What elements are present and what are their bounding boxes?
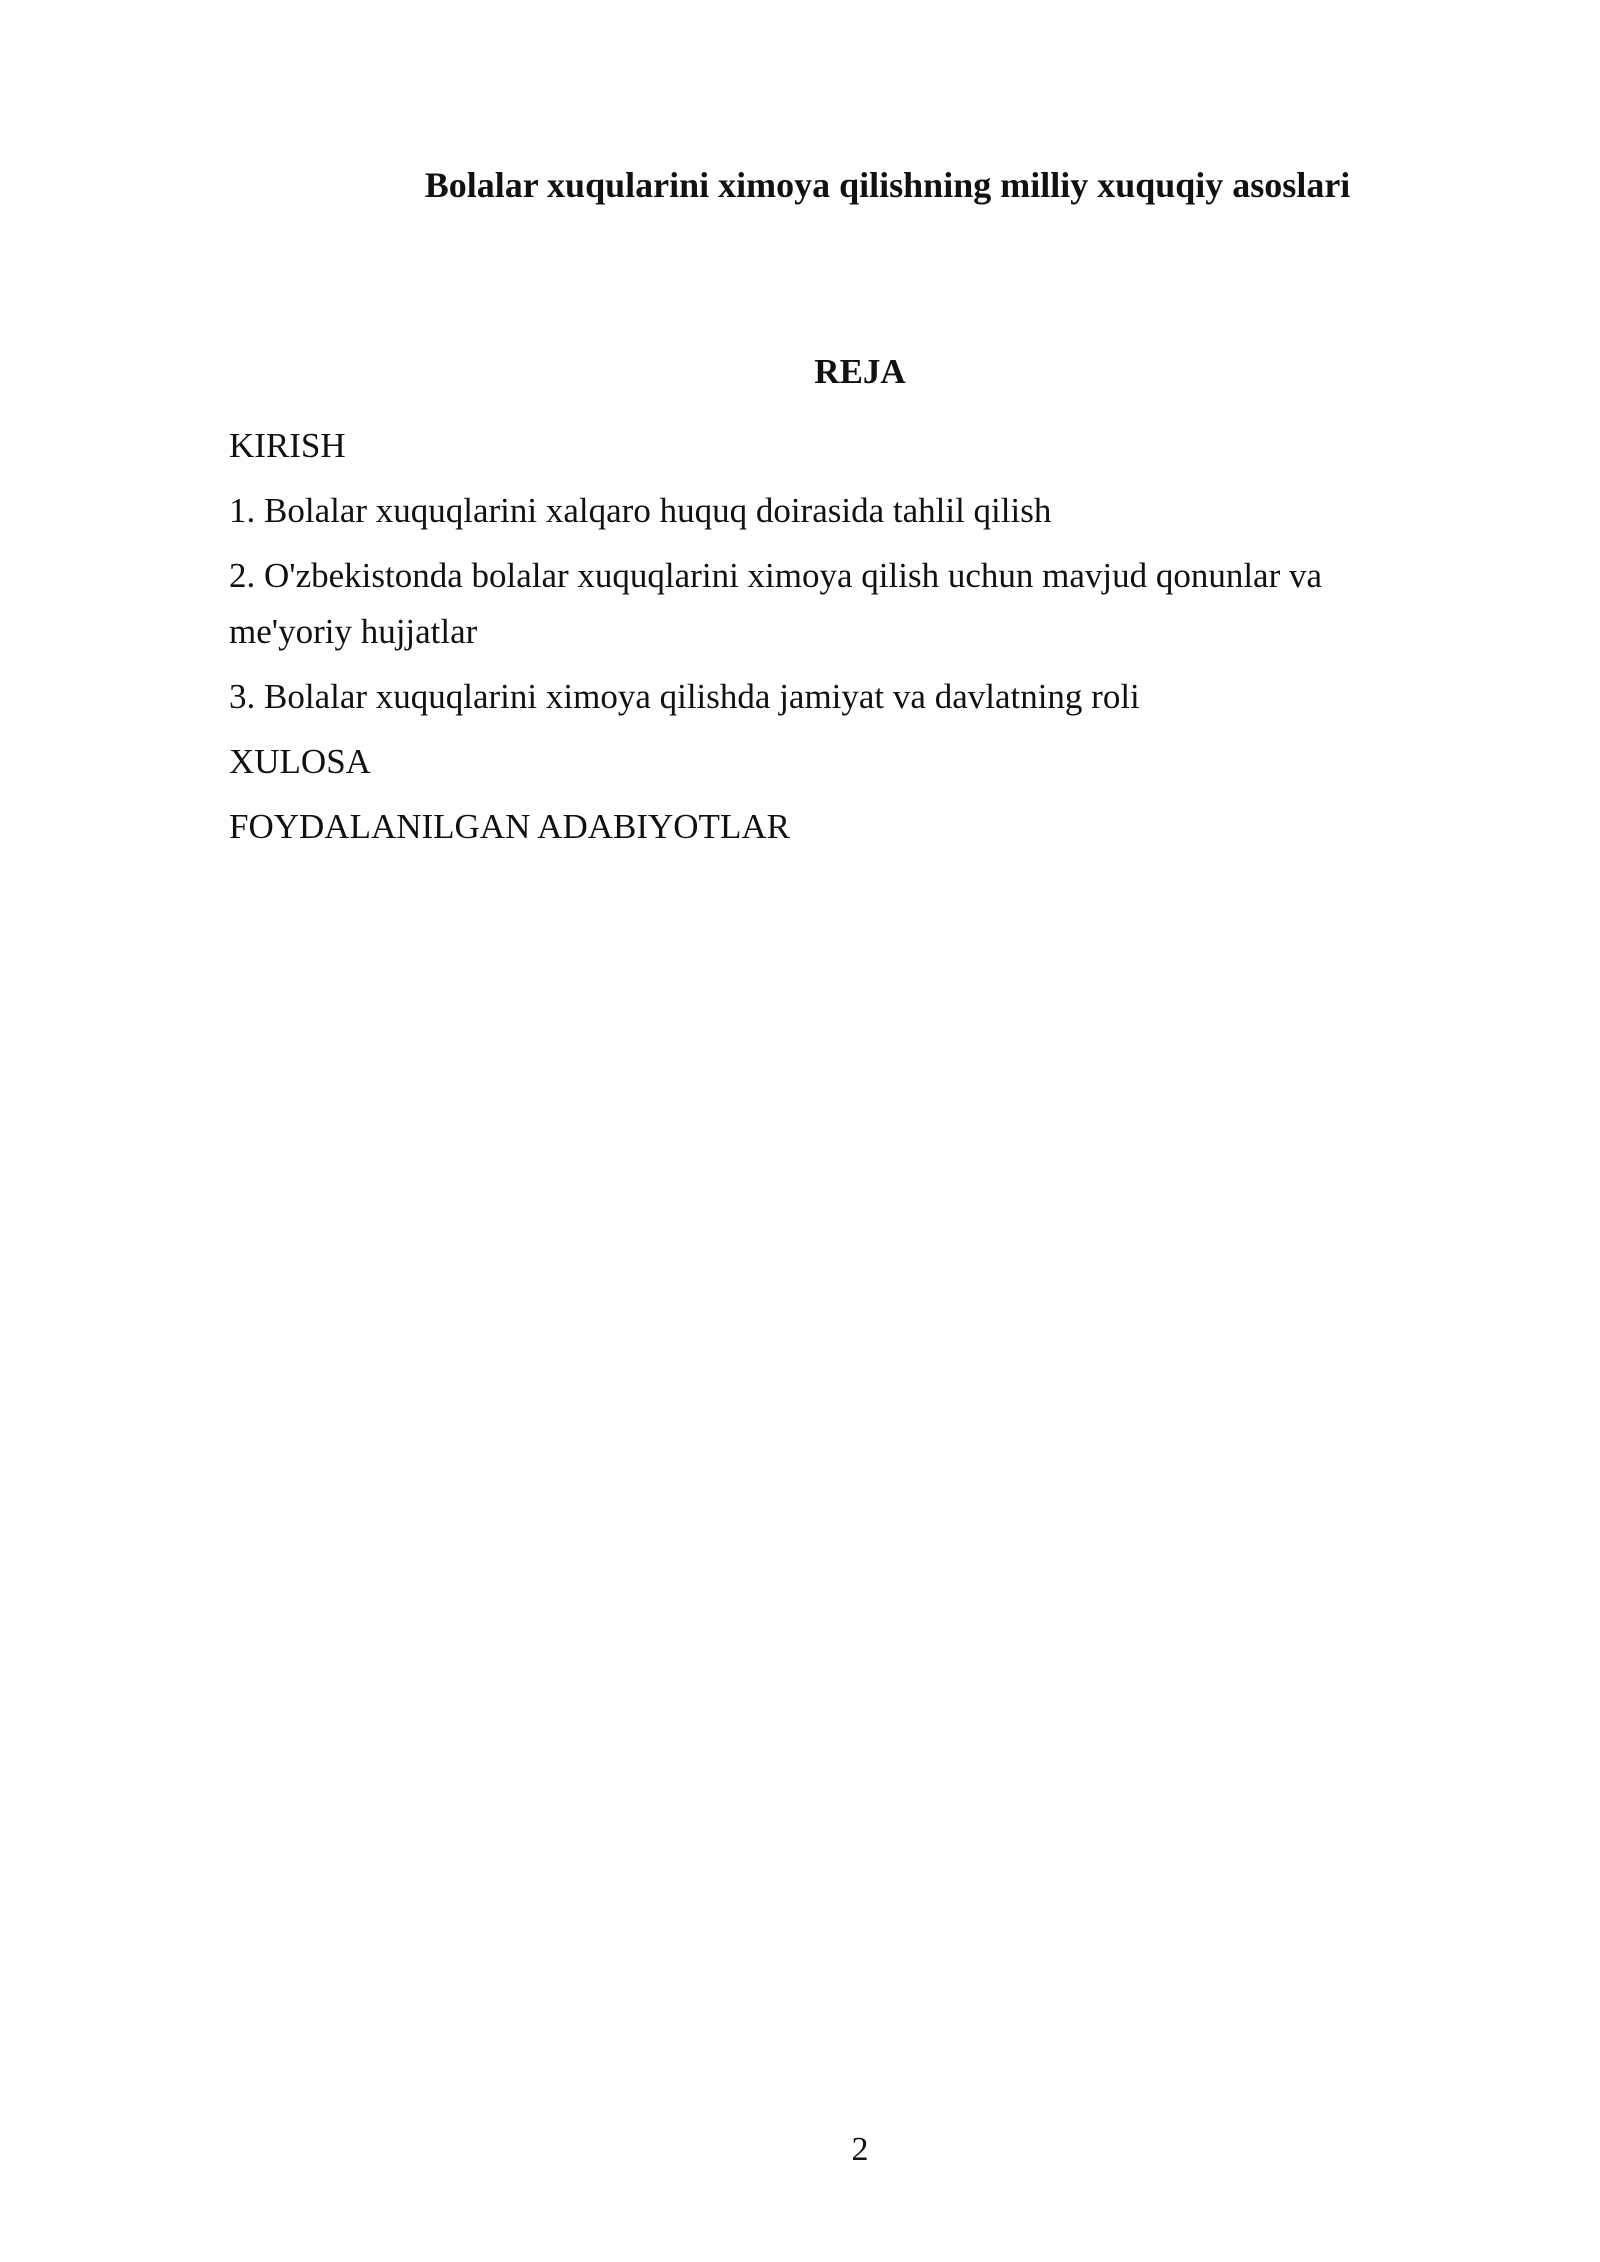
plan-list [229,418,1429,864]
plan-item-2: 2. O'zbekistonda bolalar xuquqlarini ximoya qilish uchun mavjud qonunlar va me'yoriy hujjatlar [229,556,1323,651]
plan-item-conclusion: XULOSA [229,742,371,781]
plan-heading: REJA [814,352,906,391]
plan-item-introduction: KIRISH [229,426,346,465]
plan-item-references: FOYDALANILGAN ADABIYOTLAR [229,807,790,846]
plan-item-3: 3. Bolalar xuquqlarini ximoya qilishda jamiyat va davlatning roli [229,677,1140,716]
document-title: Bolalar xuqularini ximoya qilishning milliy xuquqiy asoslari [424,165,1351,205]
page-number: 2 [851,2131,869,2168]
plan-item-1: 1. Bolalar xuquqlarini xalqaro huquq doirasida tahlil qilish [229,491,1052,530]
